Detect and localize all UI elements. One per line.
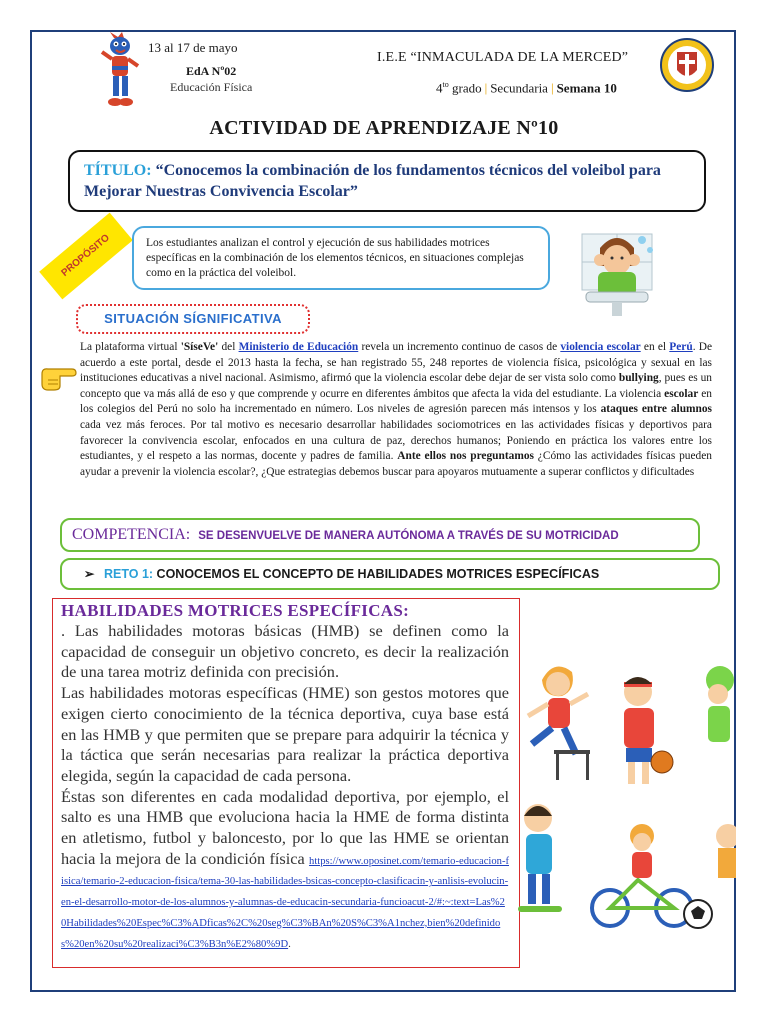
siseve: 'SíseVe' (180, 341, 219, 353)
week: Semana 10 (556, 80, 617, 96)
ministerio-link[interactable]: Ministerio de Educación (238, 341, 359, 353)
mascot-icon (96, 32, 146, 112)
header-grade-line: $4^{to}$ grado | Secundaria | Semana 10 (436, 80, 617, 96)
reto-bullet: ➢ (84, 567, 95, 581)
titulo-label: TÍTULO: (84, 162, 152, 179)
grade-number: 4 (436, 80, 443, 96)
habilidades-p1: . Las habilidades motoras básicas (HMB) se definen como la capacidad de conseguir un objetivo concreto, es decir la realización de una tarea motriz definida con precisión. (61, 621, 509, 682)
ataques: ataques entre alumnos (600, 403, 712, 416)
reto-text: CONOCEMOS EL CONCEPTO DE HABILIDADES MOTRICES ESPECÍFICAS (156, 567, 600, 581)
sit-text-7: en los colegios del Perú no solo ha incrementado en número. Los niveles de agresión parecen más intensos y los (80, 387, 712, 416)
page-title: ACTIVIDAD DE APRENDIZAJE Nº10 (209, 117, 559, 139)
header-eda: EdA Nº02 (186, 64, 237, 78)
sit-text-9: ¿Cómo las actividades físicas pueden ayudar a prevenir la violencia escolar?, ¿Que estrategias debemos buscar para apoyaros mutuamente a superar conflictos y dificultades (80, 450, 712, 478)
sit-text-1: La plataforma virtual (80, 341, 181, 353)
header-school: I.E.E “INMACULADA DE LA MERCED” (377, 50, 629, 65)
source-link[interactable]: https://www.oposinet.com/temario-educacion-fisica/temario-2-educacion-fisica/tema-30-las-habilidades-bsicas-concepto-clasificacin-y-anlisis-evolucin-en-el-desarrollo-motor-de-los-alumnos-y-alumnas-de-educacin-secundaria-funcioacut-2/#:~:text=Las%20Habilidades%20Espec%C3%ADficas%2C%20seg%C3%BAn%20S%C3%A1nchez,bien%20definidos%20en%20su%20realizaci%C3%B3n%E2%80%9D (61, 855, 509, 950)
competencia-label: COMPETENCIA: (72, 526, 191, 543)
reto-label: RETO 1: (103, 567, 154, 581)
header-area: Educación Física (170, 80, 253, 94)
bullying: bullying (618, 372, 659, 385)
habilidades-p3-text: Éstas son diferentes en cada modalidad deportiva, por ejemplo, el salto es una HMB que evoluciona hacia la HME de forma distinta en atletismo, futbol y baloncesto, por lo que las HME se orientan hacia la mejora de la condición física (61, 786, 509, 868)
proposito-tag: PROPÓSITO (39, 213, 133, 300)
habilidades-p3 (61, 787, 509, 955)
ante-ellos: Ante ellos nos preguntamos (397, 450, 534, 463)
pointing-hand-icon (40, 364, 78, 392)
violencia-link[interactable]: violencia escolar (560, 341, 641, 353)
sit-text-2: del (218, 341, 239, 353)
sit-text-4: en el (640, 341, 670, 353)
situacion-text (80, 340, 712, 480)
girl-washing-face-icon (572, 226, 672, 318)
level: Secundaria (490, 80, 548, 96)
sit-text-6: , pues es un concepto que va más allá de eso y que comprende y ocurre en diferentes ámbitos que afecta la vida del estudiante. La violencia (80, 372, 712, 400)
habilidades-box (52, 598, 520, 968)
titulo-box (68, 150, 706, 212)
sit-text-5: . De acuerdo a este portal, desde el 2013 hasta la fecha, se han registrado 55, 248 reportes de violencia física, psicológica y sexual en las instituciones educativas a nivel nacional. Asimismo, afirmó que la violencia escolar debe dejar de ser vista solo como (80, 341, 713, 385)
link-end: . (288, 937, 291, 950)
kids-sports-icon (514, 650, 736, 940)
sit-text-8: cada vez más feroces. Por tal motivo es necesario desarrollar habilidades sociomotrices en las actividades físicas y deportivos para favorecer la convivencia escolar, enfocados en una cultura de paz, derechos humanos; Poniendo en práctica los valores entre los estudiantes, y el respeto a las normas, docente y padres de familia. (80, 418, 712, 463)
habilidades-title: HABILIDADES MOTRICES ESPECÍFICAS: (61, 601, 410, 620)
habilidades-p2: Las habilidades motoras específicas (HME) son gestos motores que exigen cierto conocimiento de la técnica deportiva, cuya base está en las HMB y que permiten que se prepare para adquirir la técnica y la táctica que serán necesarias para realizar la práctica deportiva elegida, según la capacidad de cada persona. (61, 683, 509, 785)
competencia-box (60, 518, 700, 552)
header-date: 13 al 17 de mayo (148, 40, 238, 55)
sit-text-3: revela un incremento continuo de casos de (358, 341, 561, 353)
titulo-text: “Conocemos la combinación de los fundamentos técnicos del voleibol para Mejorar Nuestras Convivencia Escolar” (84, 162, 661, 200)
reto-box (60, 558, 720, 590)
situacion-label: SITUACIÓN SÍGNIFICATIVA (76, 304, 310, 334)
grade-suffix: to (442, 80, 449, 89)
peru-link[interactable]: Perú (669, 341, 693, 353)
escolar: escolar (664, 387, 699, 400)
competencia-text: SE DESENVUELVE DE MANERA AUTÓNOMA A TRAVÉS DE SU MOTRICIDAD (198, 530, 619, 542)
grade-word: grado (451, 80, 482, 96)
school-crest-icon (660, 38, 714, 92)
proposito-box: Los estudiantes analizan el control y ejecución de sus habilidades motrices específicas en la combinación de los elementos técnicos, en situaciones complejas como en la práctica del voleibol. (132, 226, 550, 290)
